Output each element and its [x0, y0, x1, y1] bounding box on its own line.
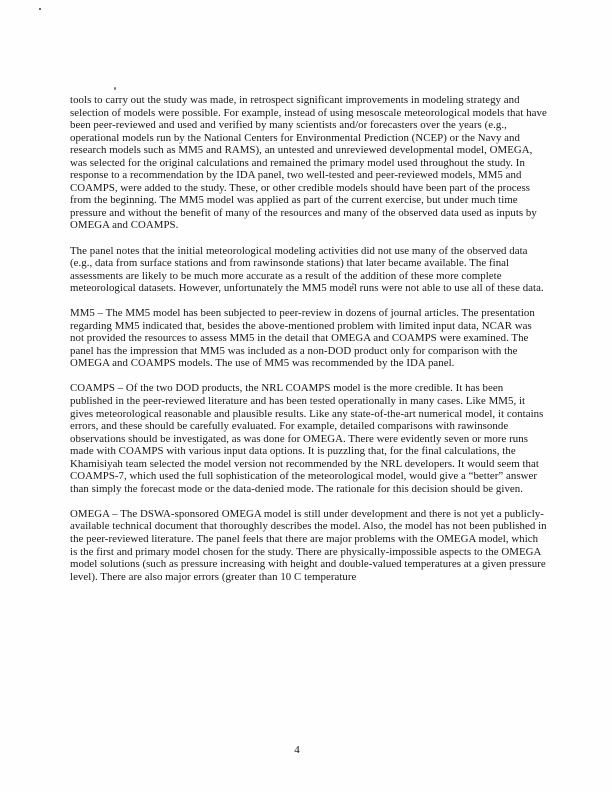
body-text [70, 94, 548, 596]
page-number: 4 [294, 744, 300, 756]
paragraph-panel-notes: The panel notes that the initial meteorological modeling activities did not use many of the observed data (e.g., data from surface stations and from rawinsonde stations) that later became available. The final assessments are likely to be much more accurate as a result of the addition of these more complete meteorological datasets. However, unfortunately the MM5 model runs were not able to use all of these data. [70, 244, 544, 295]
scan-artifact [39, 8, 41, 10]
paragraph-mm5: MM5 – The MM5 model has been subjected to peer-review in dozens of journal articles. The presentation regarding MM5 indicated that, besides the above-mentioned problem with limited input data, NCAR was not provided the resources to assess MM5 in the detail that OMEGA and COAMPS were examined. The panel has the impression that MM5 was included as a non-DOD product only for comparison with the OMEGA and COAMPS models. The use of MM5 was recommended by the IDA panel. [70, 307, 535, 370]
paragraph-intro-models: tools to carry out the study was made, in retrospect significant improvements in modeling strategy and selection of models were possible. For example, instead of using mesoscale meteorological models that have been peer-reviewed and used and verified by many scientists and/or forecasters over the years (e.g., operational models run by the National Centers for Environmental Prediction (NCEP) or the Navy and research models such as MM5 and RAMS), an untested and unreviewed developmental model, OMEGA, was selected for the original calculations and remained the primary model used throughout the study. In response to a recommendation by the IDA panel, two well-tested and peer-reviewed models, MM5 and COAMPS, were added to the study. These, or other credible models should have been part of the process from the beginning. The MM5 model was applied as part of the current exercise, but under much time pressure and without the benefit of many of the resources and many of the observed data used as inputs by OMEGA and COAMPS. [70, 94, 547, 232]
paragraph-omega: OMEGA – The DSWA-sponsored OMEGA model is still under development and there is not yet a publicly-available technical document that thoroughly describes the model. Also, the model has not been published in the peer-reviewed literature. The panel feels that there are major problems with the OMEGA model, which is the first and primary model chosen for the study. There are physically-impossible aspects to the OMEGA model solutions (such as pressure increasing with height and double-valued temperatures at a given pressure level). There are also major errors (greater than 10 C temperature [70, 507, 547, 583]
paragraph-coamps: COAMPS – Of the two DOD products, the NRL COAMPS model is the more credible. It has been published in the peer-reviewed literature and has been tested operationally in many cases. Like MM5, it gives meteorological reasonable and plausible results. Like any state-of-the-art numerical model, it contains errors, and these should be carefully evaluated. For example, detailed comparisons with rawinsonde observations should be investigated, as was done for OMEGA. There were evidently seven or more runs made with COAMPS with various input data options. It is puzzling that, for the final calculations, the Khamisiyah team selected the model version not recommended by the NRL developers. It would seem that COAMPS-7, which used the full sophistication of the meteorological model, would give a “better” answer than simply the forecast mode or the data-denied mode. The rationale for this decision should be given. [70, 382, 544, 495]
scan-artifact [114, 87, 116, 90]
